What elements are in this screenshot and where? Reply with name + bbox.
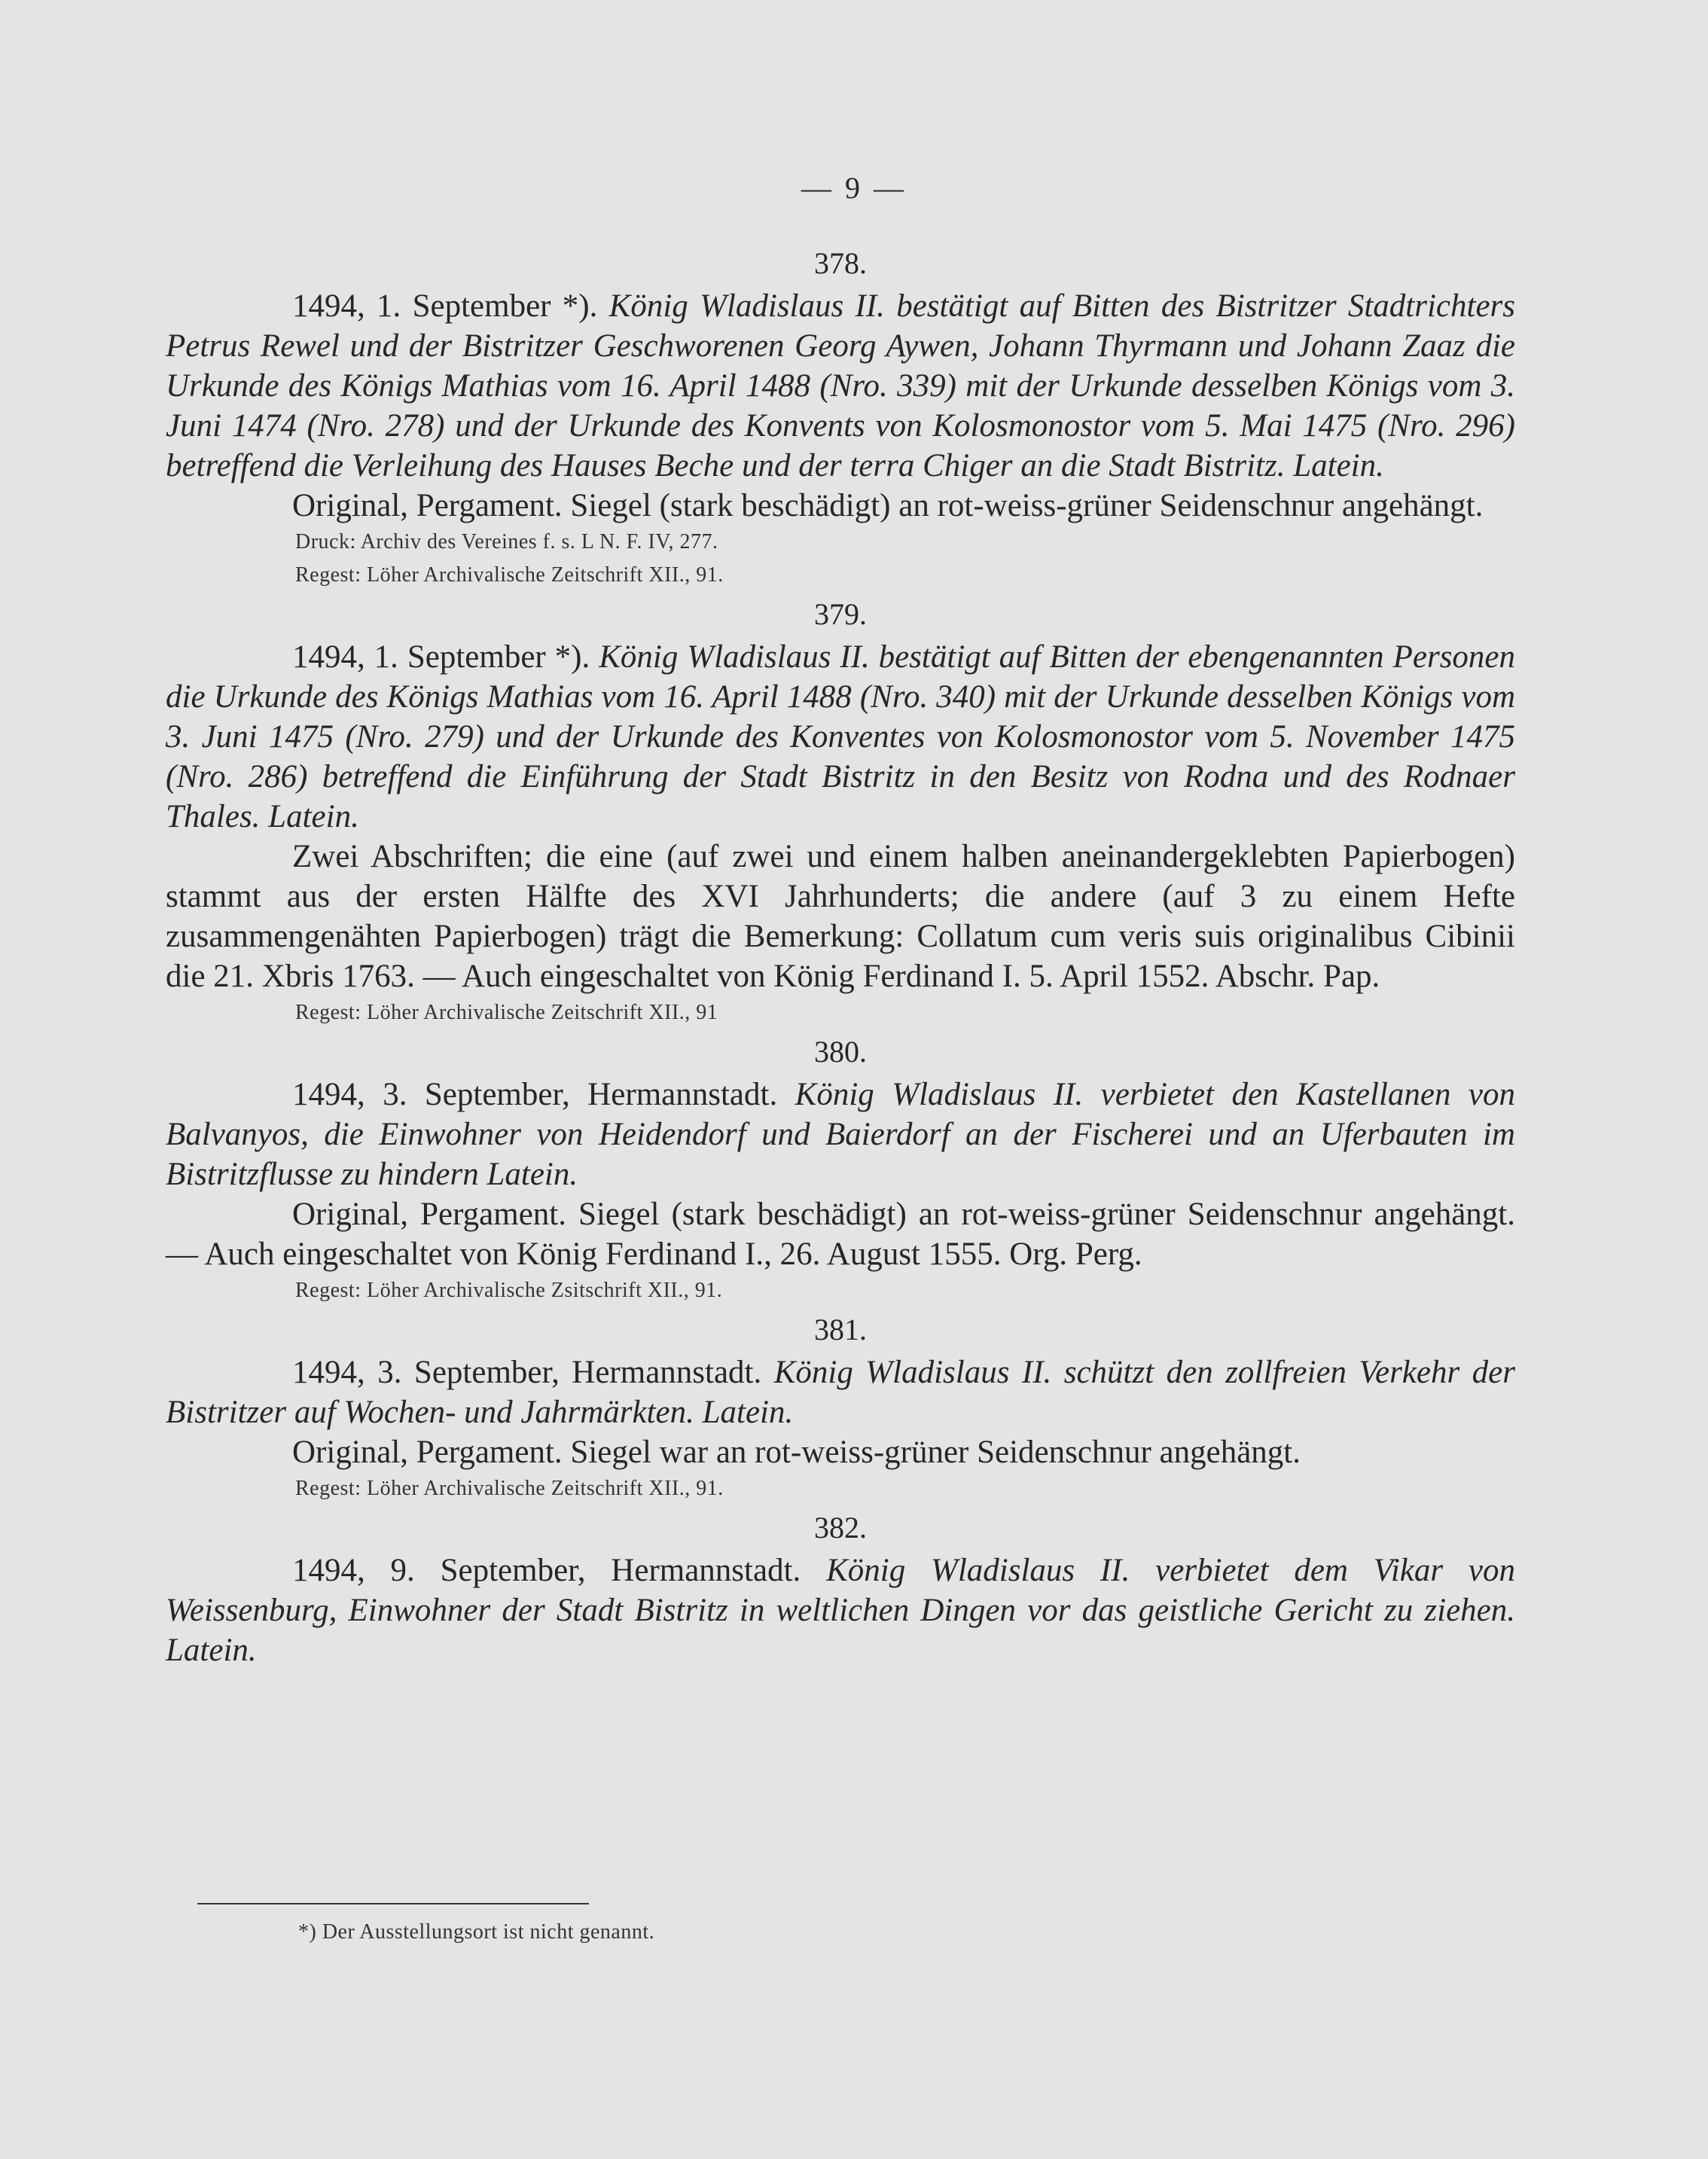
entry-date: 1494, 3. September, Hermannstadt. (292, 1355, 762, 1390)
footnote-divider (197, 1903, 589, 1904)
footnote: *) Der Ausstellungsort ist nicht genannt. (298, 1920, 655, 1944)
entry-summary (166, 1352, 1515, 1432)
entry-summary-text: König Wladislaus II. verbietet dem Vikar von Weissenburg, Einwohner der Stadt Bistritz in weltlichen Dingen vor das geistliche Gericht zu ziehen. Latein. (166, 1553, 1516, 1668)
entry-summary-text: König Wladislaus II. bestätigt auf Bitten des Bistritzer Stadtrichters Petrus Rewel und der Bistritzer Geschworenen Georg Aywen, Johann Thyrmann und Johann Zaaz die Urkunde des Königs Mathias vom 16. April 1488 (Nro. 339) mit der Urkunde desselben Königs vom 3. Juni 1474 (Nro. 278) und der Urkunde des Konvents von Kolosmonostor vom 5. Mai 1475 (Nro. 296) betreffend die Verleihung des Hauses Beche und der terra Chiger an die Stadt Bistritz. Latein. (166, 288, 1516, 483)
entry-summary-text: König Wladislaus II. bestätigt auf Bitten der ebengenannten Personen die Urkunde des Königs Mathias vom 16. April 1488 (Nro. 340) mit der Urkunde desselben Königs vom 3. Juni 1475 (Nro. 279) und der Urkunde des Konventes von Kolosmonostor vom 5. November 1475 (Nro. 286) betreffend die Einführung der Stadt Bistritz in den Besitz von Rodna und des Rodnaer Thales. Latein. (166, 639, 1516, 834)
entry-summary-text: König Wladislaus II. verbietet den Kastellanen von Balvanyos, die Einwohner von Heidendorf und Baierdorf an der Fischerei und an Uferbauten im Bistritzflusse zu hindern Latein. (166, 1077, 1516, 1192)
entry-summary (166, 637, 1515, 837)
entry-description: Original, Pergament. Siegel (stark beschädigt) an rot-weiss-grüner Seidenschnur angehängt. — Auch eingeschaltet von König Ferdinand I., 26. August 1555. Org. Perg. (166, 1197, 1515, 1272)
entry-summary (166, 1551, 1515, 1670)
page-number: — 9 — (801, 171, 907, 205)
entry-number: 381. (814, 1313, 867, 1346)
entry-reference: Regest: Löher Archivalische Zeitschrift XII., 91 (295, 1001, 718, 1024)
entry-number: 379. (814, 597, 867, 631)
entry-date: 1494, 9. September, Hermannstadt. (292, 1553, 801, 1588)
entry-description: Original, Pergament. Siegel war an rot-weiss-grüner Seidenschnur angehängt. (292, 1435, 1301, 1470)
entry-reference: Regest: Löher Archivalische Zsitschrift XII., 91. (295, 1279, 723, 1302)
entry-number: 382. (814, 1511, 867, 1545)
entries-container (166, 241, 1515, 1670)
entry-number: 380. (814, 1035, 867, 1069)
entry-summary (166, 286, 1515, 486)
entry-summary (166, 1075, 1515, 1194)
entry-number: 378. (814, 246, 867, 280)
entry-reference: Regest: Löher Archivalische Zeitschrift XII., 91. (295, 563, 724, 587)
entry-date: 1494, 1. September *). (292, 639, 590, 675)
entry-description: Zwei Abschriften; die eine (auf zwei und einem halben aneinandergeklebten Papierbogen) stammt aus der ersten Hälfte des XVI Jahrhunderts; die andere (auf 3 zu einem Hefte zusammengenähten Papierbogen) trägt die Bemerkung: Collatum cum veris suis originalibus Cibinii die 21. Xbris 1763. — Auch eingeschaltet von König Ferdinand I. 5. April 1552. Abschr. Pap. (166, 839, 1515, 994)
entry-reference: Regest: Löher Archivalische Zeitschrift XII., 91. (295, 1477, 724, 1500)
entry-381 (166, 1307, 1515, 1505)
entry-date: 1494, 3. September, Hermannstadt. (292, 1077, 778, 1112)
entry-reference: Druck: Archiv des Vereines f. s. L N. F. IV, 277. (295, 530, 718, 553)
entry-379 (166, 592, 1515, 1029)
entry-date: 1494, 1. September *). (292, 288, 598, 324)
entry-380 (166, 1029, 1515, 1307)
entry-378 (166, 241, 1515, 592)
entry-382 (166, 1505, 1515, 1670)
entry-summary-text: König Wladislaus II. schützt den zollfreien Verkehr der Bistritzer auf Wochen- und Jahrmärkten. Latein. (166, 1355, 1515, 1430)
entry-description: Original, Pergament. Siegel (stark beschädigt) an rot-weiss-grüner Seidenschnur angehängt. (292, 488, 1484, 523)
